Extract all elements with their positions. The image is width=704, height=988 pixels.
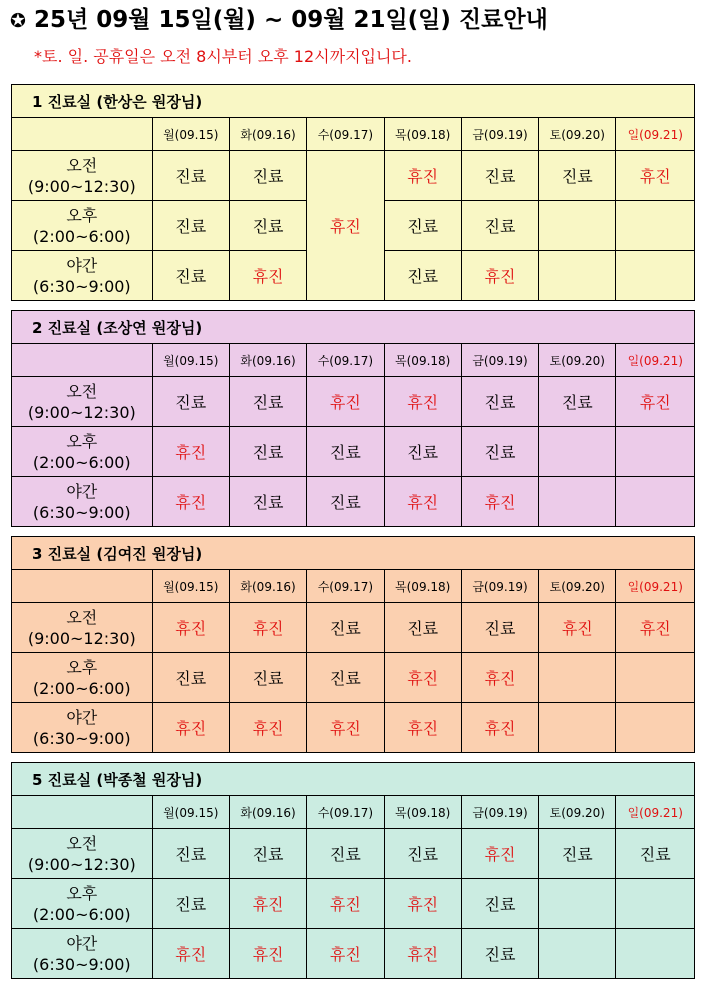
schedule-cell: 휴진 [229, 251, 306, 301]
schedule-cell: 진료 [461, 603, 538, 653]
day-header: 일(09.21) [616, 118, 695, 151]
schedule-cell: 휴진 [152, 603, 229, 653]
schedule-cell [616, 703, 695, 753]
room-schedule-4 [11, 762, 695, 979]
schedule-cell: 휴진 [307, 929, 384, 979]
day-header: 수(09.17) [307, 118, 384, 151]
day-header: 금(09.19) [461, 570, 538, 603]
schedule-cell: 휴진 [384, 377, 461, 427]
time-slot-label [12, 251, 153, 301]
day-header: 금(09.19) [461, 118, 538, 151]
schedule-cell: 진료 [461, 929, 538, 979]
corner-cell [12, 796, 153, 829]
schedule-cell: 진료 [461, 377, 538, 427]
schedule-cell [539, 427, 616, 477]
corner-cell [12, 570, 153, 603]
schedule-cell: 진료 [152, 151, 229, 201]
schedule-cell: 진료 [229, 653, 306, 703]
schedule-cell: 휴진 [229, 879, 306, 929]
schedule-cell [616, 201, 695, 251]
day-header: 월(09.15) [152, 118, 229, 151]
schedule-cell: 진료 [384, 829, 461, 879]
day-header: 월(09.15) [152, 570, 229, 603]
day-header: 화(09.16) [229, 118, 306, 151]
schedule-cell: 휴진 [384, 929, 461, 979]
slot-time: (9:00~12:30) [27, 402, 136, 422]
slot-name: 오전 [66, 607, 98, 627]
schedule-cell [616, 477, 695, 527]
schedule-cell: 휴진 [461, 703, 538, 753]
room-schedule-1 [11, 84, 695, 301]
day-header: 토(09.20) [539, 344, 616, 377]
schedule-cell: 진료 [152, 201, 229, 251]
time-slot-label [12, 829, 153, 879]
schedule-cell [616, 251, 695, 301]
schedule-cell: 휴진 [461, 251, 538, 301]
schedule-cell [539, 201, 616, 251]
time-slot-label [12, 151, 153, 201]
slot-name: 오전 [66, 833, 98, 853]
schedule-cell: 휴진 [152, 427, 229, 477]
schedule-cell: 진료 [229, 151, 306, 201]
schedule-cell: 진료 [539, 829, 616, 879]
slot-time: (9:00~12:30) [27, 854, 136, 874]
room-schedule-3 [11, 536, 695, 753]
time-slot-label [12, 703, 153, 753]
day-header: 월(09.15) [152, 796, 229, 829]
schedule-cell: 진료 [461, 201, 538, 251]
schedule-cell: 진료 [152, 251, 229, 301]
schedule-cell: 휴진 [539, 603, 616, 653]
schedule-cell: 진료 [384, 427, 461, 477]
schedule-cell: 휴진 [229, 603, 306, 653]
schedule-cell [616, 427, 695, 477]
time-slot-label [12, 879, 153, 929]
schedule-cell: 휴진 [461, 653, 538, 703]
schedule-cell: 휴진 [461, 829, 538, 879]
corner-cell [12, 118, 153, 151]
schedule-cell: 진료 [229, 201, 306, 251]
room-header: 5 진료실 (박종철 원장님) [12, 763, 695, 796]
schedule-cell: 진료 [152, 829, 229, 879]
schedule-cell: 진료 [152, 879, 229, 929]
schedule-cell: 휴진 [384, 879, 461, 929]
schedule-cell [539, 653, 616, 703]
slot-name: 오후 [66, 431, 98, 451]
schedule-cell: 휴진 [307, 151, 384, 301]
weekend-notice: *토. 일. 공휴일은 오전 8시부터 오후 12시까지입니다. [34, 47, 412, 66]
schedule-cell: 진료 [152, 377, 229, 427]
room-schedule-2 [11, 310, 695, 527]
schedule-cell: 휴진 [307, 377, 384, 427]
slot-time: (9:00~12:30) [27, 628, 136, 648]
schedule-cell: 진료 [229, 477, 306, 527]
day-header: 월(09.15) [152, 344, 229, 377]
schedule-cell [539, 929, 616, 979]
slot-time: (6:30~9:00) [32, 502, 131, 522]
day-header: 수(09.17) [307, 796, 384, 829]
day-header: 금(09.19) [461, 796, 538, 829]
slot-name: 오후 [66, 657, 98, 677]
slot-time: (9:00~12:30) [27, 176, 136, 196]
slot-name: 오후 [66, 205, 98, 225]
schedule-cell: 진료 [461, 879, 538, 929]
day-header: 수(09.17) [307, 344, 384, 377]
schedule-cell [616, 879, 695, 929]
schedule-cell: 진료 [461, 151, 538, 201]
schedule-cell: 휴진 [616, 151, 695, 201]
day-header: 화(09.16) [229, 796, 306, 829]
time-slot-label [12, 929, 153, 979]
time-slot-label [12, 477, 153, 527]
schedule-cell: 진료 [461, 427, 538, 477]
schedule-cell: 진료 [229, 427, 306, 477]
time-slot-label [12, 201, 153, 251]
slot-name: 야간 [66, 707, 98, 727]
day-header: 일(09.21) [616, 344, 695, 377]
schedule-cell: 진료 [384, 251, 461, 301]
schedule-cell: 진료 [307, 653, 384, 703]
schedule-table [11, 536, 695, 753]
schedule-cell: 휴진 [384, 703, 461, 753]
time-slot-label [12, 377, 153, 427]
schedule-cell: 진료 [307, 603, 384, 653]
day-header: 목(09.18) [384, 344, 461, 377]
schedule-cell: 진료 [384, 201, 461, 251]
title-text: 25년 09월 15일(월) ~ 09월 21일(일) 진료안내 [34, 7, 548, 33]
day-header: 목(09.18) [384, 570, 461, 603]
schedule-cell: 휴진 [229, 929, 306, 979]
schedule-cell: 휴진 [384, 477, 461, 527]
schedule-cell [616, 929, 695, 979]
schedule-cell: 진료 [152, 653, 229, 703]
day-header: 수(09.17) [307, 570, 384, 603]
slot-name: 오전 [66, 381, 98, 401]
schedule-cell: 진료 [616, 829, 695, 879]
day-header: 토(09.20) [539, 796, 616, 829]
schedule-cell: 휴진 [229, 703, 306, 753]
slot-name: 야간 [66, 255, 98, 275]
slot-time: (2:00~6:00) [32, 226, 131, 246]
schedule-cell: 휴진 [384, 653, 461, 703]
schedule-cell: 휴진 [616, 377, 695, 427]
schedule-cell: 진료 [539, 377, 616, 427]
day-header: 목(09.18) [384, 796, 461, 829]
corner-cell [12, 344, 153, 377]
slot-name: 오후 [66, 883, 98, 903]
schedule-cell: 진료 [229, 829, 306, 879]
time-slot-label [12, 653, 153, 703]
schedule-cell [539, 251, 616, 301]
schedule-cell: 휴진 [307, 703, 384, 753]
day-header: 목(09.18) [384, 118, 461, 151]
schedule-cell: 휴진 [384, 151, 461, 201]
schedule-cell [539, 703, 616, 753]
schedule-cell: 휴진 [461, 477, 538, 527]
time-slot-label [12, 427, 153, 477]
schedule-cell [539, 879, 616, 929]
room-header: 3 진료실 (김여진 원장님) [12, 537, 695, 570]
schedule-cell: 진료 [307, 477, 384, 527]
day-header: 일(09.21) [616, 796, 695, 829]
day-header: 일(09.21) [616, 570, 695, 603]
page-title [8, 4, 698, 36]
slot-name: 야간 [66, 481, 98, 501]
schedule-cell: 진료 [307, 829, 384, 879]
schedule-cell: 진료 [229, 377, 306, 427]
schedule-table [11, 310, 695, 527]
star-icon: ✪ [10, 10, 26, 32]
slot-name: 오전 [66, 155, 98, 175]
schedule-table [11, 762, 695, 979]
schedule-cell: 휴진 [152, 929, 229, 979]
day-header: 화(09.16) [229, 344, 306, 377]
schedule-cell [616, 653, 695, 703]
room-header: 1 진료실 (한상은 원장님) [12, 85, 695, 118]
day-header: 토(09.20) [539, 118, 616, 151]
schedule-cell: 휴진 [616, 603, 695, 653]
schedule-table [11, 84, 695, 301]
schedule-cell: 휴진 [307, 879, 384, 929]
day-header: 화(09.16) [229, 570, 306, 603]
day-header: 토(09.20) [539, 570, 616, 603]
slot-time: (2:00~6:00) [32, 452, 131, 472]
room-header: 2 진료실 (조상연 원장님) [12, 311, 695, 344]
slot-time: (2:00~6:00) [32, 678, 131, 698]
schedule-cell: 진료 [539, 151, 616, 201]
slot-time: (6:30~9:00) [32, 954, 131, 974]
schedule-cell [539, 477, 616, 527]
time-slot-label [12, 603, 153, 653]
schedule-cell: 휴진 [152, 703, 229, 753]
schedule-cell: 진료 [307, 427, 384, 477]
slot-name: 야간 [66, 933, 98, 953]
slot-time: (6:30~9:00) [32, 728, 131, 748]
day-header: 금(09.19) [461, 344, 538, 377]
schedule-cell: 휴진 [152, 477, 229, 527]
slot-time: (2:00~6:00) [32, 904, 131, 924]
slot-time: (6:30~9:00) [32, 276, 131, 296]
schedule-cell: 진료 [384, 603, 461, 653]
